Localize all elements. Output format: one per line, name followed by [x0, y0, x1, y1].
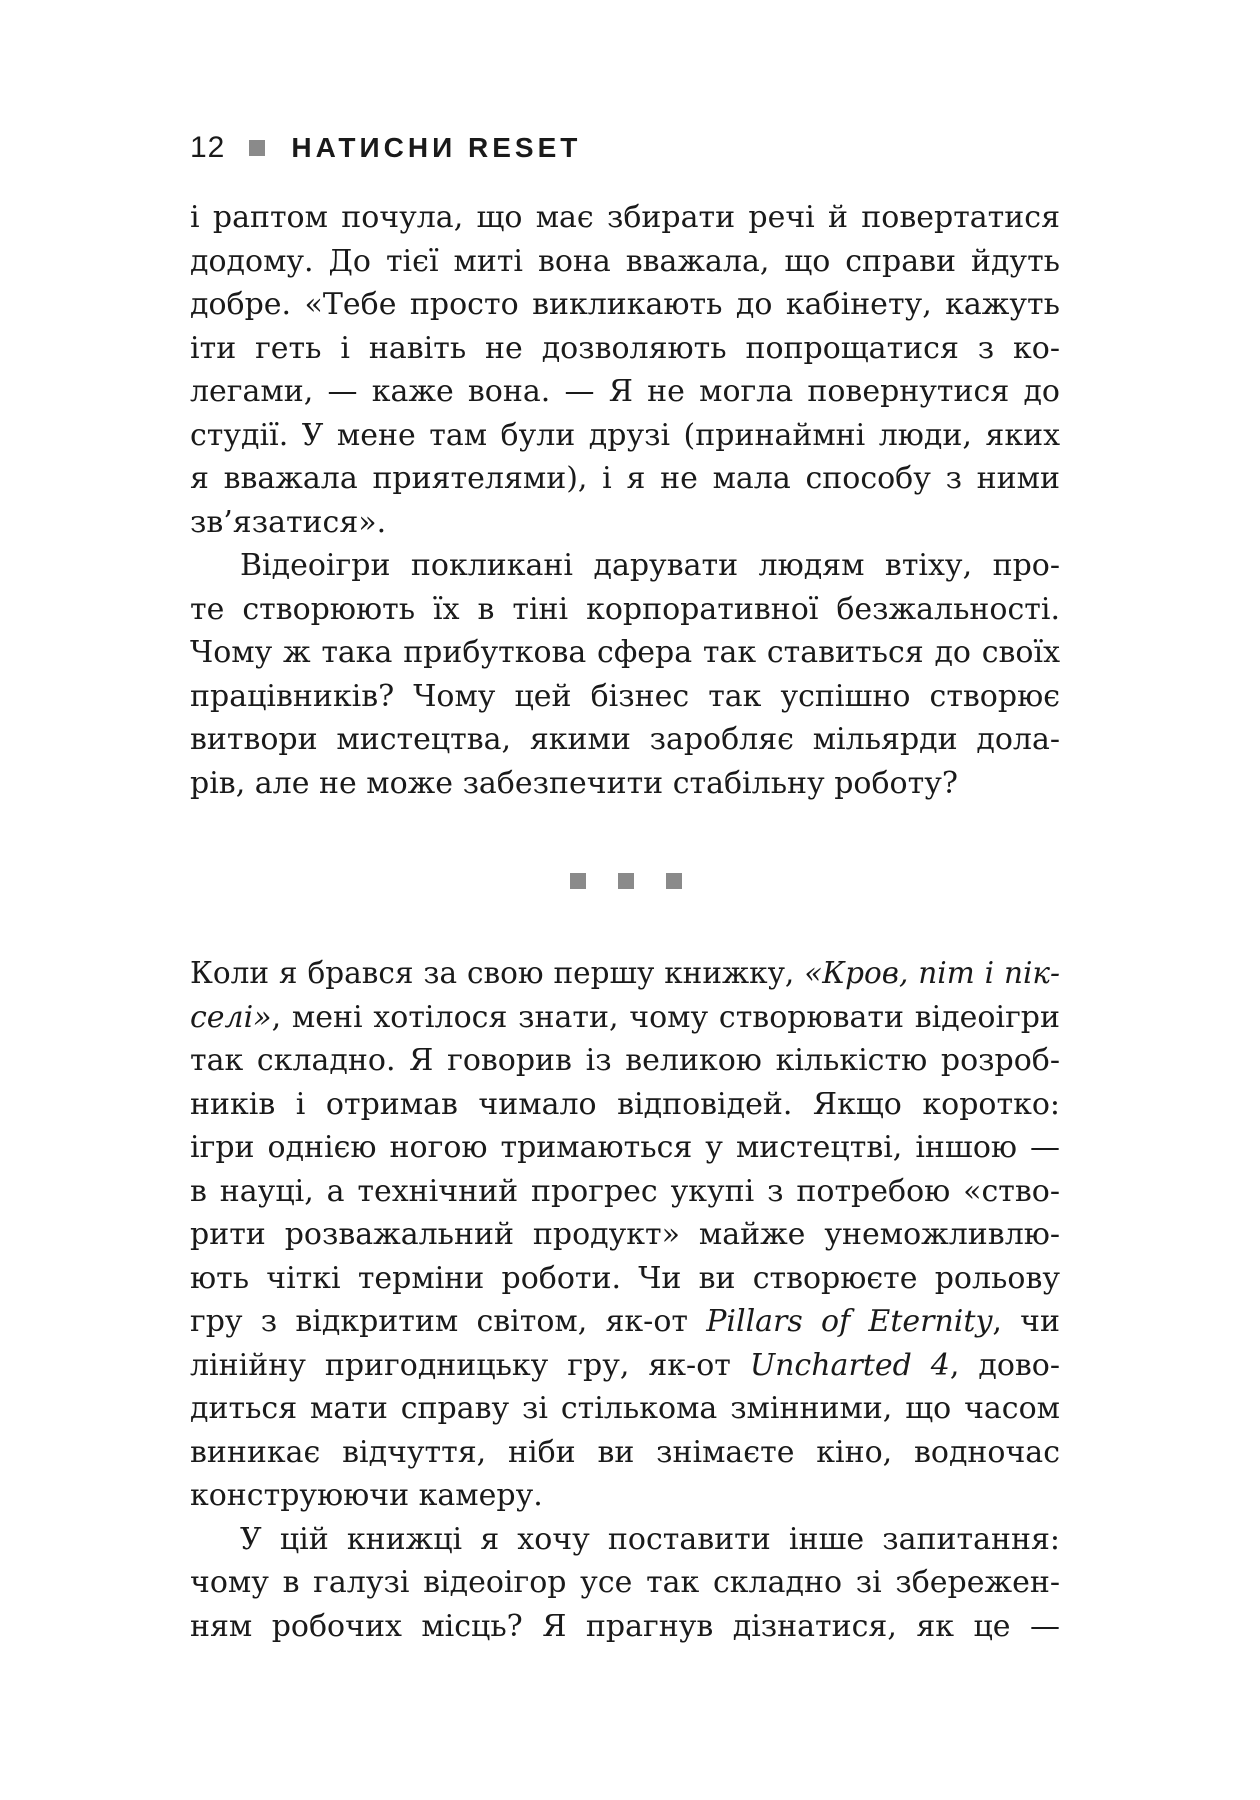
- text-block-1: [190, 196, 1060, 805]
- section-break-square: [570, 873, 586, 889]
- book-title: НАТИСНИ RESET: [291, 132, 582, 163]
- text-line: працівників? Чому цей бізнес так успішно створює: [190, 678, 1060, 714]
- running-head: [190, 128, 581, 168]
- text-run: Коли я брався за свою першу книжку,: [190, 956, 805, 990]
- paragraph-first-line: Відеоігри покликані дарувати людям втіху, про-: [240, 548, 1060, 583]
- text-line: [190, 952, 1060, 996]
- book-title-italic: «Кров, піт і пік-: [804, 956, 1060, 990]
- text-line: чому в галузі відеоігор усе так складно зі збережен-: [190, 1565, 1060, 1600]
- text-block-2: [190, 952, 1060, 1648]
- section-break-square: [666, 873, 682, 889]
- text-line: в науці, а технічний прогрес укупі з потребою «ство-: [190, 1173, 1060, 1209]
- running-head-square-ornament: [249, 140, 265, 156]
- paragraph-first-line: У цій книжці я хочу поставити інше запитання:: [240, 1521, 1060, 1557]
- text-line: [190, 1344, 1060, 1388]
- text-line: [190, 1300, 1060, 1344]
- text-line: виникає відчуття, ніби ви знімаєте кіно, водночас: [190, 1434, 1060, 1470]
- text-line: студії. У мене там були друзі (принаймні люди, яких: [190, 417, 1060, 453]
- text-line: легами, — каже вона. — Я не могла повернутися до: [190, 374, 1060, 409]
- game-title-italic: Pillars of Eternity: [706, 1304, 993, 1339]
- section-break-square: [618, 873, 634, 889]
- text-line: рити розважальний продукт» майже унеможливлю-: [190, 1217, 1060, 1252]
- text-run: лінійну пригодницьку гру, як-от: [190, 1347, 750, 1383]
- text-line: те створюють їх в тіні корпоративної безжальності.: [190, 591, 1060, 627]
- text-line: зв’язатися».: [190, 504, 387, 540]
- text-run: , дово-: [949, 1347, 1060, 1383]
- text-line: витвори мистецтва, якими заробляє мільярди дола-: [190, 722, 1060, 757]
- text-line: ігри однією ногою тримаються у мистецтві, іншою —: [190, 1130, 1060, 1165]
- text-run: , мені хотілося знати, чому створювати відеоігри: [271, 999, 1060, 1035]
- text-line: добре. «Тебе просто викликають до кабінету, кажуть: [190, 287, 1060, 322]
- text-line: конструюючи камеру.: [190, 1478, 543, 1513]
- text-run: , чи: [992, 1304, 1060, 1339]
- text-line: рів, але не може забезпечити стабільну роботу?: [190, 765, 958, 801]
- text-line: я вважала приятелями), і я не мала способу з ними: [190, 461, 1060, 496]
- text-line: ють чіткі терміни роботи. Чи ви створюєте рольову: [190, 1260, 1060, 1296]
- section-break-ornament: [570, 873, 682, 893]
- book-title-italic: селі»: [190, 999, 272, 1035]
- text-line: додому. До тієї миті вона вважала, що справи йдуть: [190, 243, 1060, 279]
- text-run: гру з відкритим світом, як-от: [190, 1304, 707, 1339]
- text-line: так складно. Я говорив із великою кількістю розроб-: [190, 1043, 1060, 1078]
- text-line: ням робочих місць? Я прагнув дізнатися, як це —: [190, 1608, 1060, 1644]
- game-title-italic: Uncharted 4: [749, 1347, 950, 1383]
- text-line: і раптом почула, що має збирати речі й повертатися: [190, 200, 1060, 235]
- text-line: диться мати справу зі стількома змінними, що часом: [190, 1391, 1060, 1426]
- text-line: [190, 996, 1060, 1040]
- page-number: 12: [190, 131, 226, 164]
- text-line: ників і отримав чимало відповідей. Якщо коротко:: [190, 1086, 1060, 1122]
- text-line: Чому ж така прибуткова сфера так ставиться до своїх: [190, 635, 1060, 670]
- text-line: іти геть і навіть не дозволяють попрощатися з ко-: [190, 330, 1060, 366]
